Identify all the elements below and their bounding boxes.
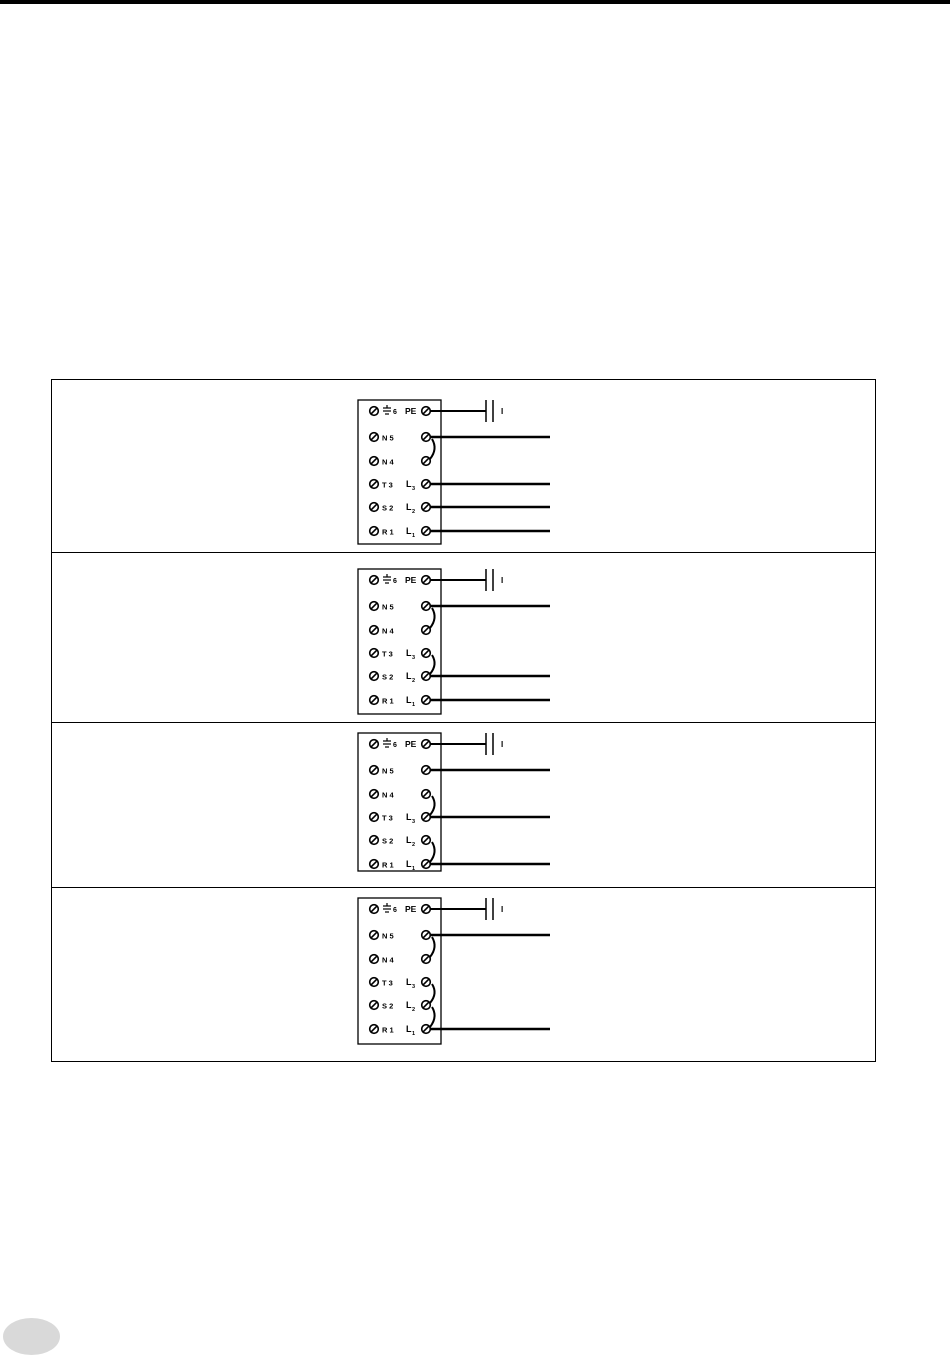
phase-subscript-t3: 3 [412,655,416,661]
terminal-number: 6 [393,742,397,749]
terminal-label-t3: T 3 [382,813,393,823]
phase-subscript-s2: 2 [412,1007,416,1013]
terminal-label-s2: S 2 [382,1001,394,1011]
ground-mark: I [501,740,504,749]
terminal-label-t3: T 3 [382,480,393,490]
terminal-label-n5: N 5 [382,766,394,776]
phase-label-s2: L [406,1000,412,1010]
terminal-label-n4: N 4 [382,626,394,636]
terminal-label-n5: N 5 [382,931,394,941]
top-rule [0,0,950,4]
terminal-label-n4: N 4 [382,790,394,800]
terminal-label-s2: S 2 [382,503,394,513]
panel-divider [51,722,876,723]
phase-subscript-t3: 3 [412,486,416,492]
pe-label: PE [405,406,417,416]
terminal-label-r1: R 1 [382,527,394,537]
pe-label: PE [405,575,417,585]
terminal-number: 6 [393,578,397,585]
phase-subscript-s2: 2 [412,509,416,515]
phase-label-t3: L [406,479,412,489]
diagram-frame [51,379,876,1062]
terminal-label-t3: T 3 [382,649,393,659]
panel-divider [51,552,876,553]
panel-divider [51,887,876,888]
terminal-label-r1: R 1 [382,1025,394,1035]
phase-subscript-s2: 2 [412,842,416,848]
phase-label-t3: L [406,648,412,658]
terminal-number: 6 [393,409,397,416]
terminal-label-n4: N 4 [382,457,394,467]
phase-subscript-s2: 2 [412,678,416,684]
phase-label-s2: L [406,502,412,512]
phase-label-r1: L [406,1024,412,1034]
ground-mark: I [501,407,504,416]
phase-subscript-r1: 1 [412,1031,416,1037]
terminal-label-t3: T 3 [382,978,393,988]
ground-mark: I [501,905,504,914]
phase-subscript-r1: 1 [412,533,416,539]
terminal-label-n4: N 4 [382,955,394,965]
phase-label-r1: L [406,526,412,536]
pe-label: PE [405,904,417,914]
ground-mark: I [501,576,504,585]
phase-label-r1: L [406,859,412,869]
terminal-label-r1: R 1 [382,860,394,870]
pe-label: PE [405,739,417,749]
terminal-number: 6 [393,907,397,914]
phase-label-s2: L [406,671,412,681]
terminal-label-r1: R 1 [382,696,394,706]
terminal-label-n5: N 5 [382,602,394,612]
phase-subscript-r1: 1 [412,866,416,872]
phase-label-s2: L [406,835,412,845]
terminal-label-s2: S 2 [382,672,394,682]
phase-label-t3: L [406,977,412,987]
page-marker [3,1318,60,1355]
phase-label-t3: L [406,812,412,822]
phase-subscript-r1: 1 [412,702,416,708]
terminal-label-n5: N 5 [382,433,394,443]
phase-subscript-t3: 3 [412,819,416,825]
phase-label-r1: L [406,695,412,705]
phase-subscript-t3: 3 [412,984,416,990]
terminal-label-s2: S 2 [382,836,394,846]
